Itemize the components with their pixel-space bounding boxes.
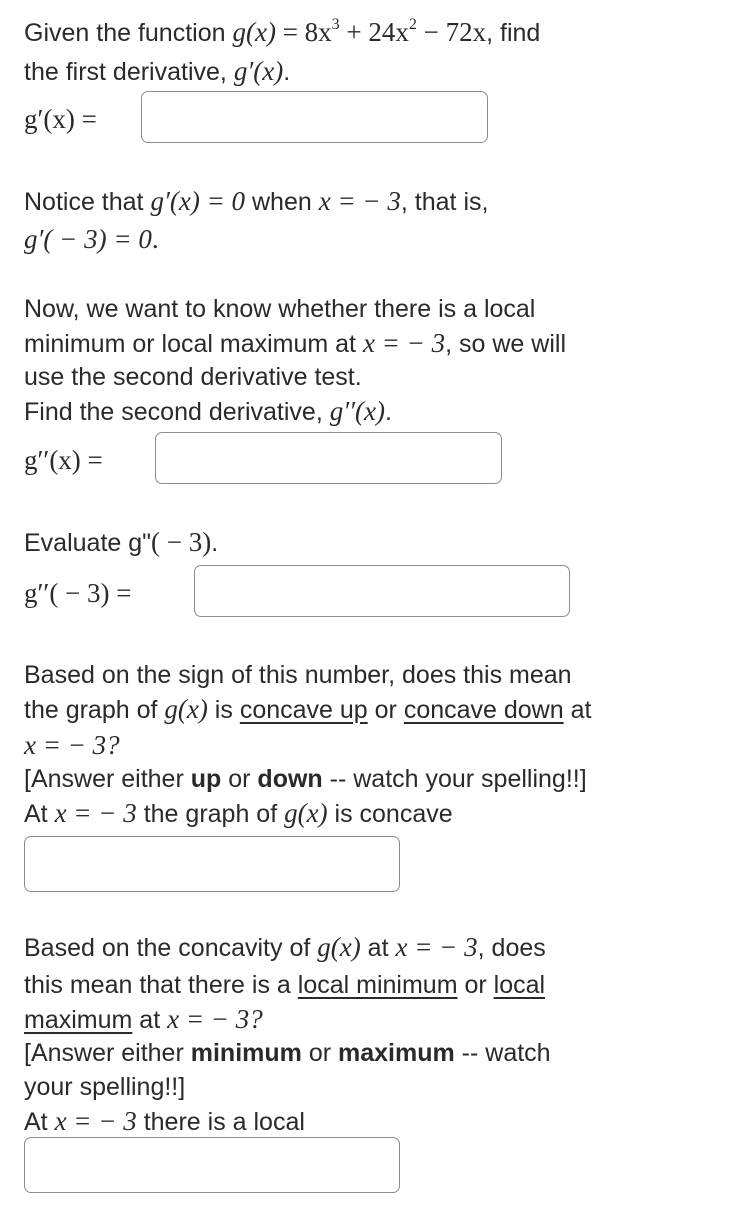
evaluate-input[interactable] [194,565,570,617]
function-statement [24,15,540,50]
critical-point-statement: g′( − 3) = 0. [24,224,159,254]
extremum-instructions-1: [Answer either minimum or maximum -- watch [24,1039,551,1067]
second-derivative-intro-1: Now, we want to know whether there is a local [24,295,536,323]
extremum-question-1: Based on the concavity of g(x) at x = − 3, does [24,932,546,962]
second-derivative-prompt: Find the second derivative, g′′(x). [24,396,392,426]
extremum-prompt: At x = − 3 there is a local [24,1106,305,1136]
extremum-input[interactable] [24,1137,400,1193]
extremum-instructions-2: your spelling!!] [24,1073,186,1101]
concavity-question-3: x = − 3? [24,730,120,760]
second-derivative-intro-3: use the second derivative test. [24,363,362,391]
intro-text: Given the function [24,19,226,47]
second-derivative-label: g′′(x) = [24,445,103,475]
first-derivative-prompt: the first derivative, g′(x). [24,56,291,86]
local-term: local [493,971,546,999]
second-derivative-intro-2: minimum or local maximum at x = − 3, so we will [24,328,567,358]
evaluate-prompt: Evaluate g"( − 3). [24,527,219,557]
second-derivative-input[interactable] [155,432,502,484]
extremum-question-2: this mean that there is a local minimum or local [24,971,546,999]
concavity-prompt: At x = − 3 the graph of g(x) is concave [24,798,453,828]
find-text: , find [486,19,541,47]
maximum-term: maximum [24,1006,133,1034]
concavity-question-2: the graph of g(x) is concave up or concave down at [24,694,592,724]
local-minimum-term: local minimum [297,971,458,999]
concavity-instructions: [Answer either up or down -- watch your spelling!!] [24,765,587,793]
extremum-question-3: maximum at x = − 3? [24,1004,263,1034]
concave-up-term: concave up [239,696,368,724]
concavity-input[interactable] [24,836,400,892]
concavity-question-1: Based on the sign of this number, does this mean [24,661,572,689]
evaluate-label: g′′( − 3) = [24,578,132,608]
first-derivative-label: g′(x) = [24,104,97,134]
function-expression: $g(x) = 8x^3 + 24x^2 - 72x$ [232,16,487,47]
notice-statement: Notice that g′(x) = 0 when x = − 3, that is, [24,186,489,216]
first-derivative-input[interactable] [141,91,488,143]
concave-down-term: concave down [403,696,564,724]
